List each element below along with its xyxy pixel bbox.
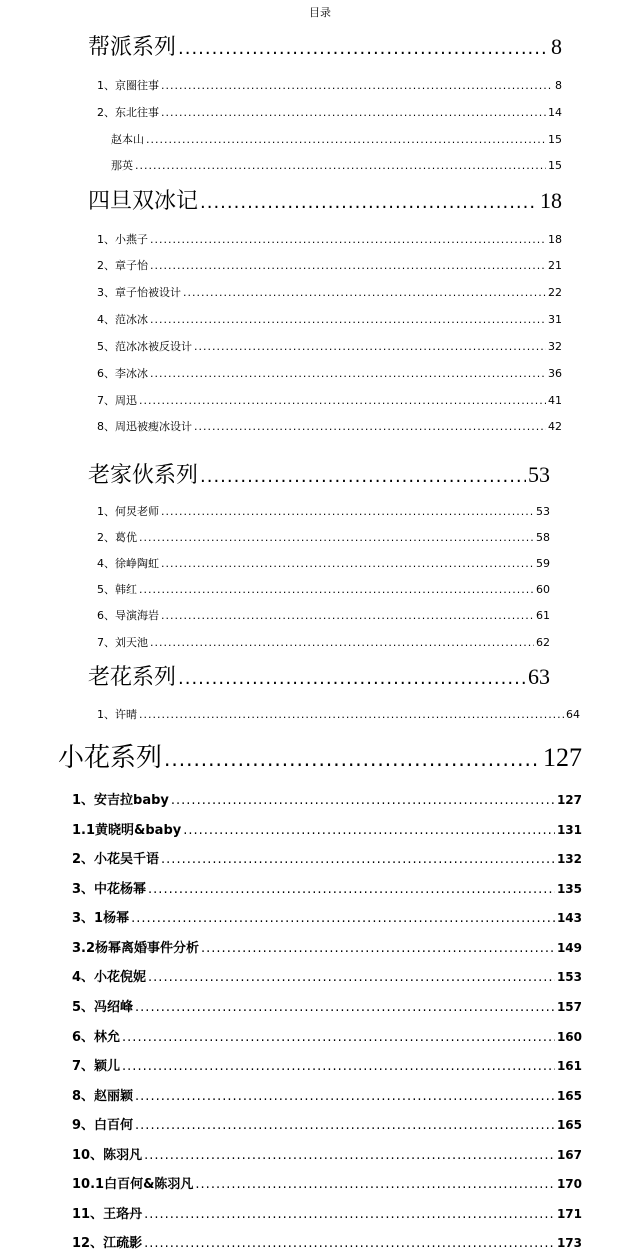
dot-leader (150, 313, 546, 326)
toc-entry-label: 2、小花吴千语 (72, 852, 160, 867)
dot-leader (146, 133, 546, 146)
dot-leader (150, 367, 546, 380)
toc-entry-page: 62 (536, 636, 550, 649)
toc-entry[interactable] (97, 257, 562, 273)
toc-entry-label: 7、颖儿 (72, 1059, 121, 1074)
toc-entry[interactable] (72, 1203, 582, 1222)
toc-entry-label: 9、白百何 (72, 1118, 134, 1133)
toc-entry-label: 4、徐峥陶虹 (97, 557, 159, 570)
toc-entry-page: 18 (548, 233, 562, 246)
toc-entry-label: 4、小花倪妮 (72, 970, 147, 985)
toc-entry-label: 6、导演海岩 (97, 609, 159, 622)
toc-entry-label: 4、范冰冰 (97, 313, 148, 326)
toc-entry[interactable] (97, 503, 550, 519)
toc-entry[interactable] (72, 848, 582, 867)
toc-entry-page: 132 (556, 852, 582, 866)
dot-leader (150, 233, 546, 246)
toc-entry-label: 12、江疏影 (72, 1236, 143, 1251)
toc-entry[interactable] (97, 607, 550, 623)
dot-leader (161, 106, 546, 119)
dot-leader (194, 420, 546, 433)
toc-entry-page: 135 (556, 882, 582, 896)
toc-entry[interactable] (72, 1173, 582, 1192)
toc-entry[interactable] (72, 819, 582, 838)
toc-entry-label: 1、小燕子 (97, 233, 148, 246)
toc-entry-label: 1、京圈往事 (97, 79, 159, 92)
toc-entry-label: 7、刘天池 (97, 636, 148, 649)
dot-leader (131, 911, 555, 926)
toc-entry-page: 14 (548, 106, 562, 119)
toc-entry-page: 42 (548, 420, 562, 433)
toc-entry[interactable] (72, 878, 582, 897)
toc-entry-label: 6、林允 (72, 1030, 121, 1045)
dot-leader (200, 466, 526, 487)
dot-leader (144, 1207, 555, 1222)
toc-section-heading[interactable] (88, 458, 550, 489)
dot-leader (135, 1118, 555, 1133)
toc-entry-label: 7、周迅 (97, 394, 137, 407)
toc-entry-label: 2、葛优 (97, 531, 137, 544)
toc-entry[interactable] (97, 555, 550, 571)
toc-entry-label: 1、许晴 (97, 708, 137, 721)
toc-entry-page: 36 (548, 367, 562, 380)
dot-leader (161, 609, 534, 622)
toc-entry[interactable] (72, 1114, 582, 1133)
dot-leader (148, 882, 555, 897)
dot-leader (150, 259, 546, 272)
toc-entry-page: 165 (556, 1089, 582, 1103)
toc-heading-page: 127 (543, 743, 582, 772)
toc-entry[interactable] (111, 131, 562, 147)
toc-entry-label: 3、中花杨幂 (72, 882, 147, 897)
dot-leader (139, 583, 534, 596)
toc-entry-page: 131 (556, 823, 582, 837)
toc-entry-page: 157 (556, 1000, 582, 1014)
toc-entry[interactable] (72, 1232, 582, 1251)
toc-section-heading[interactable] (58, 737, 582, 774)
toc-heading-label: 老家伙系列 (88, 463, 199, 488)
dot-leader (122, 1030, 555, 1045)
dot-leader (139, 531, 534, 544)
toc-entry-label: 3、1杨幂 (72, 911, 130, 926)
toc-entry-page: 160 (556, 1030, 582, 1044)
toc-entry-page: 127 (556, 793, 582, 807)
toc-entry-page: 149 (556, 941, 582, 955)
dot-leader (178, 38, 549, 59)
dot-leader (194, 340, 546, 353)
dot-leader (195, 1177, 555, 1192)
toc-entry-label: 1、安吉拉baby (72, 793, 169, 808)
toc-entry-page: 15 (548, 133, 562, 146)
toc-entry-label: 10.1白百何&陈羽凡 (72, 1177, 194, 1192)
toc-entry-page: 58 (536, 531, 550, 544)
toc-entry[interactable] (97, 338, 562, 354)
dot-leader (144, 1236, 555, 1251)
toc-entry-page: 21 (548, 259, 562, 272)
toc-entry-label: 3.2杨幂离婚事件分析 (72, 941, 200, 956)
toc-entry-page: 32 (548, 340, 562, 353)
dot-leader (183, 286, 546, 299)
toc-entry-label: 8、赵丽颖 (72, 1089, 134, 1104)
dot-leader (161, 505, 534, 518)
dot-leader (161, 557, 534, 570)
toc-entry[interactable] (97, 231, 562, 247)
toc-entry-label: 那英 (111, 159, 133, 172)
toc-entry-page: 171 (556, 1207, 582, 1221)
toc-entry-label: 11、王珞丹 (72, 1207, 143, 1222)
page-title: 目录 (309, 6, 331, 19)
toc-entry[interactable] (97, 284, 562, 300)
toc-entry[interactable] (97, 104, 562, 120)
toc-entry-label: 2、东北往事 (97, 106, 159, 119)
toc-heading-label: 帮派系列 (88, 35, 177, 60)
toc-entry[interactable] (72, 1055, 582, 1074)
dot-leader (150, 636, 534, 649)
toc-heading-page: 18 (540, 188, 562, 213)
toc-entry-page: 143 (556, 911, 582, 925)
dot-leader (148, 970, 555, 985)
toc-entry-page: 15 (548, 159, 562, 172)
toc-section-heading[interactable] (88, 660, 550, 691)
toc-entry-label: 5、冯绍峰 (72, 1000, 134, 1015)
toc-entry-page: 61 (536, 609, 550, 622)
dot-leader (139, 394, 546, 407)
toc-entry[interactable] (97, 365, 562, 381)
toc-entry-page: 64 (566, 708, 580, 721)
toc-entry-page: 59 (536, 557, 550, 570)
dot-leader (122, 1059, 555, 1074)
dot-leader (135, 159, 546, 172)
toc-entry[interactable] (97, 392, 562, 408)
toc-entry-page: 167 (556, 1148, 582, 1162)
dot-leader (178, 668, 526, 689)
toc-entry-label: 5、韩红 (97, 583, 137, 596)
toc-heading-page: 63 (528, 664, 550, 689)
dot-leader (135, 1089, 555, 1104)
toc-entry[interactable] (72, 1085, 582, 1104)
dot-leader (135, 1000, 555, 1015)
toc-entry-page: 60 (536, 583, 550, 596)
toc-section-heading[interactable] (88, 184, 562, 215)
dot-leader (139, 708, 564, 721)
toc-entry-page: 53 (536, 505, 550, 518)
toc-heading-label: 老花系列 (88, 665, 177, 690)
toc-entry[interactable] (72, 996, 582, 1015)
dot-leader (161, 852, 555, 867)
toc-entry[interactable] (97, 418, 562, 434)
toc-entry-label: 2、章子怡 (97, 259, 148, 272)
dot-leader (183, 823, 555, 838)
toc-heading-label: 小花系列 (58, 743, 163, 773)
dot-leader (200, 192, 538, 213)
toc-entry-page: 161 (556, 1059, 582, 1073)
toc-entry[interactable] (72, 1144, 582, 1163)
toc-entry[interactable] (72, 789, 582, 808)
toc-entry[interactable] (97, 634, 550, 650)
toc-entry-page: 170 (556, 1177, 582, 1191)
toc-entry[interactable] (97, 77, 562, 93)
toc-entry[interactable] (72, 966, 582, 985)
toc-entry-page: 165 (556, 1118, 582, 1132)
toc-entry-label: 3、章子怡被设计 (97, 286, 181, 299)
toc-entry-page: 173 (556, 1236, 582, 1250)
toc-entry-label: 1、何炅老师 (97, 505, 159, 518)
dot-leader (171, 793, 555, 808)
dot-leader (164, 747, 541, 771)
toc-entry-label: 6、李冰冰 (97, 367, 148, 380)
toc-entry[interactable] (97, 581, 550, 597)
toc-heading-page: 53 (528, 462, 550, 487)
toc-entry[interactable] (111, 157, 562, 173)
toc-entry-label: 赵本山 (111, 133, 144, 146)
toc-entry-page: 8 (555, 79, 562, 92)
toc-entry-page: 22 (548, 286, 562, 299)
dot-leader (144, 1148, 555, 1163)
toc-section-heading[interactable] (88, 30, 562, 61)
toc-entry-label: 8、周迅被瘦冰设计 (97, 420, 192, 433)
toc-entry-page: 41 (548, 394, 562, 407)
toc-entry[interactable] (72, 907, 582, 926)
toc-entry[interactable] (72, 937, 582, 956)
toc-entry[interactable] (97, 311, 562, 327)
toc-entry-page: 31 (548, 313, 562, 326)
dot-leader (201, 941, 555, 956)
toc-entry[interactable] (72, 1026, 582, 1045)
toc-entry[interactable] (97, 529, 550, 545)
toc-heading-page: 8 (551, 34, 562, 59)
dot-leader (161, 79, 553, 92)
toc-entry[interactable] (97, 706, 580, 722)
toc-entry-page: 153 (556, 970, 582, 984)
toc-entry-label: 1.1黄晓明&baby (72, 823, 182, 838)
toc-heading-label: 四旦双冰记 (88, 189, 199, 214)
toc-entry-label: 10、陈羽凡 (72, 1148, 143, 1163)
toc-entry-label: 5、范冰冰被反设计 (97, 340, 192, 353)
